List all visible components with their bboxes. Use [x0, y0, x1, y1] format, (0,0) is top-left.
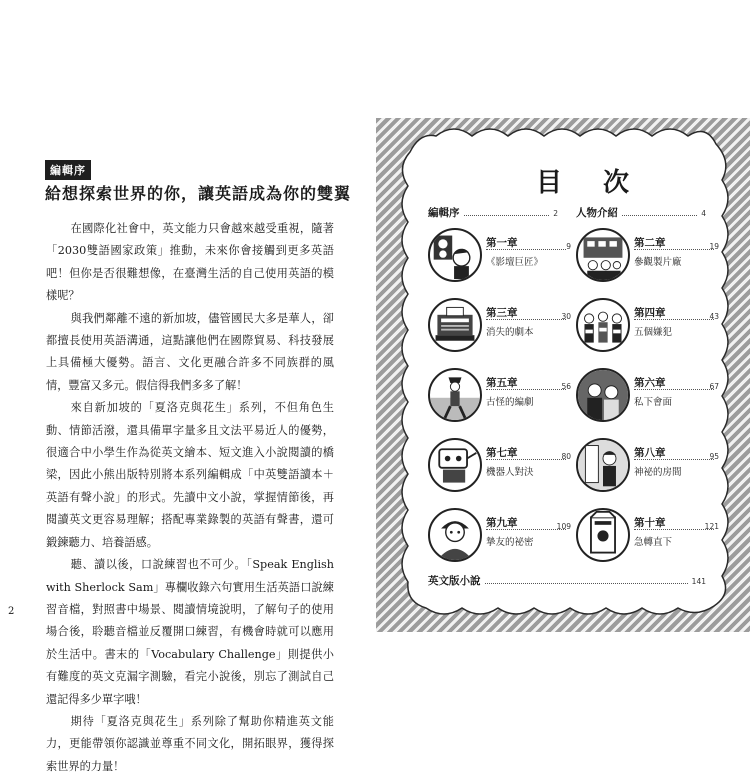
leader-dots: [486, 459, 566, 460]
preface-paragraph: 聽、讀以後，口說練習也不可少。「Speak English with Sherlock Sam」專欄收錄六句實用生活英語口說練習音檔，對照書中場景、閱讀情境說明，了解句子的使用場合後，聆聽音檔並反覆開口練習，有機會時就可以應用於生活中。書末的「Vocabulary Challenge」則提供小有難度的英文克漏字測驗，看完小說後，別忘了測試自己還記得多少單字哦！: [46, 558, 334, 706]
toc-entry-label: 人物介紹: [576, 207, 618, 219]
chapter-6-illustration: [576, 368, 630, 422]
toc-entry-preface[interactable]: [428, 205, 558, 220]
toc-chapter-5[interactable]: [428, 368, 573, 428]
preface-body: [46, 218, 334, 778]
chapter-number: 第六章: [634, 377, 666, 389]
chapter-page: 56: [561, 382, 571, 391]
toc-entry-page: 2: [553, 209, 558, 218]
chapter-page: 95: [709, 452, 719, 461]
chapter-number: 第七章: [486, 447, 518, 459]
chapter-title: 古怪的編劇: [486, 397, 534, 408]
toc-chapter-2[interactable]: [576, 228, 721, 288]
chapter-title: 機器人對決: [486, 467, 534, 478]
toc-chapter-8[interactable]: [576, 438, 721, 498]
toc-chapter-6[interactable]: [576, 368, 721, 428]
chapter-9-illustration: [428, 508, 482, 562]
chapter-10-illustration: [576, 508, 630, 562]
toc-title: 目 次: [536, 168, 646, 198]
chapter-4-illustration: [576, 298, 630, 352]
chapter-page: 43: [709, 312, 719, 321]
chapter-number: 第三章: [486, 307, 518, 319]
chapter-page: 67: [709, 382, 719, 391]
leader-dots: [634, 319, 714, 320]
chapter-2-illustration: [576, 228, 630, 282]
toc-entry-characters[interactable]: [576, 205, 706, 220]
toc-entry-label: 英文版小說: [428, 575, 481, 587]
leader-dots: [634, 389, 714, 390]
preface-headline: 給想探索世界的你，讓英語成為你的雙翼: [45, 184, 352, 203]
chapter-number: 第四章: [634, 307, 666, 319]
chapter-1-illustration: [428, 228, 482, 282]
chapter-number: 第一章: [486, 237, 518, 249]
chapter-title: 《影壇巨匠》: [486, 257, 544, 268]
leader-dots: [486, 389, 566, 390]
leader-dots: [634, 459, 714, 460]
leader-dots: [622, 214, 697, 216]
chapter-number: 第十章: [634, 517, 666, 529]
chapter-page: 19: [709, 242, 719, 251]
chapter-page: 121: [704, 522, 719, 531]
leader-dots: [486, 529, 566, 530]
chapter-number: 第二章: [634, 237, 666, 249]
leader-dots: [464, 214, 550, 216]
leader-dots: [634, 249, 714, 250]
preface-paragraph: 期待「夏洛克與花生」系列除了幫助你精進英文能力，更能帶領你認識並尊重不同文化，開拓眼界，獲得探索世界的力量！: [46, 714, 334, 773]
toc-entry-page: 141: [691, 577, 706, 586]
chapter-title: 五個嫌犯: [634, 327, 673, 338]
chapter-title: 摯友的祕密: [486, 537, 534, 548]
chapter-7-illustration: [428, 438, 482, 492]
chapter-page: 80: [561, 452, 571, 461]
preface-paragraph: 來自新加坡的「夏洛克與花生」系列，不但角色生動、情節活潑，還具備單字量多且文法平易近人的優勢，很適合中小學生作為從英文繪本、短文進入小說閱讀的橋梁，因此小熊出版特別將本系列編輯成「中英雙語讀本＋英語有聲小說」的形式。先讀中文小說，掌握情節後，再閱讀英文更容易理解；搭配專業錄製的英語有聲書，還可鍛鍊聽力、培養語感。: [46, 401, 334, 549]
toc-chapter-10[interactable]: [576, 508, 721, 568]
chapter-title: 急轉直下: [634, 537, 673, 548]
toc-chapter-1[interactable]: [428, 228, 573, 288]
toc-entry-label: 編輯序: [428, 207, 460, 219]
chapter-title: 參觀製片廠: [634, 257, 682, 268]
preface-paragraph: 與我們鄰離不遠的新加坡，儘管國民大多是華人，卻都擅長使用英語溝通，這點讓他們在國際貿易、科技發展上具備極大優勢。語言、文化更融合許多不同族群的風情，豐富又多元。假信得我們多多了解！: [46, 311, 334, 392]
page-number: 2: [8, 606, 15, 617]
chapter-title: 神祕的房間: [634, 467, 682, 478]
chapter-3-illustration: [428, 298, 482, 352]
left-page: [0, 118, 372, 773]
leader-dots: [634, 529, 714, 530]
chapter-title: 消失的劇本: [486, 327, 534, 338]
toc-page: [376, 118, 750, 632]
preface-tag: 編輯序: [45, 160, 91, 180]
toc-entry-page: 4: [701, 209, 706, 218]
chapter-8-illustration: [576, 438, 630, 492]
chapter-number: 第八章: [634, 447, 666, 459]
leader-dots: [486, 249, 566, 250]
chapter-title: 私下會面: [634, 397, 673, 408]
preface-paragraph: 在國際化社會中，英文能力只會越來越受重視，隨著「2030雙語國家政策」推動，未來你會接觸到更多英語吧！但你是否很難想像，在臺灣生活的自己使用英語的模樣呢？: [46, 222, 334, 303]
leader-dots: [486, 319, 566, 320]
toc-chapter-4[interactable]: [576, 298, 721, 358]
chapter-page: 9: [566, 242, 571, 251]
chapter-5-illustration: [428, 368, 482, 422]
toc-chapter-3[interactable]: [428, 298, 573, 358]
toc-chapter-7[interactable]: [428, 438, 573, 498]
toc-chapter-9[interactable]: [428, 508, 573, 568]
chapter-number: 第五章: [486, 377, 518, 389]
leader-dots: [485, 582, 688, 584]
chapter-page: 109: [556, 522, 571, 531]
toc-entry-english-novel[interactable]: [428, 573, 706, 588]
chapter-number: 第九章: [486, 517, 518, 529]
chapter-page: 30: [561, 312, 571, 321]
